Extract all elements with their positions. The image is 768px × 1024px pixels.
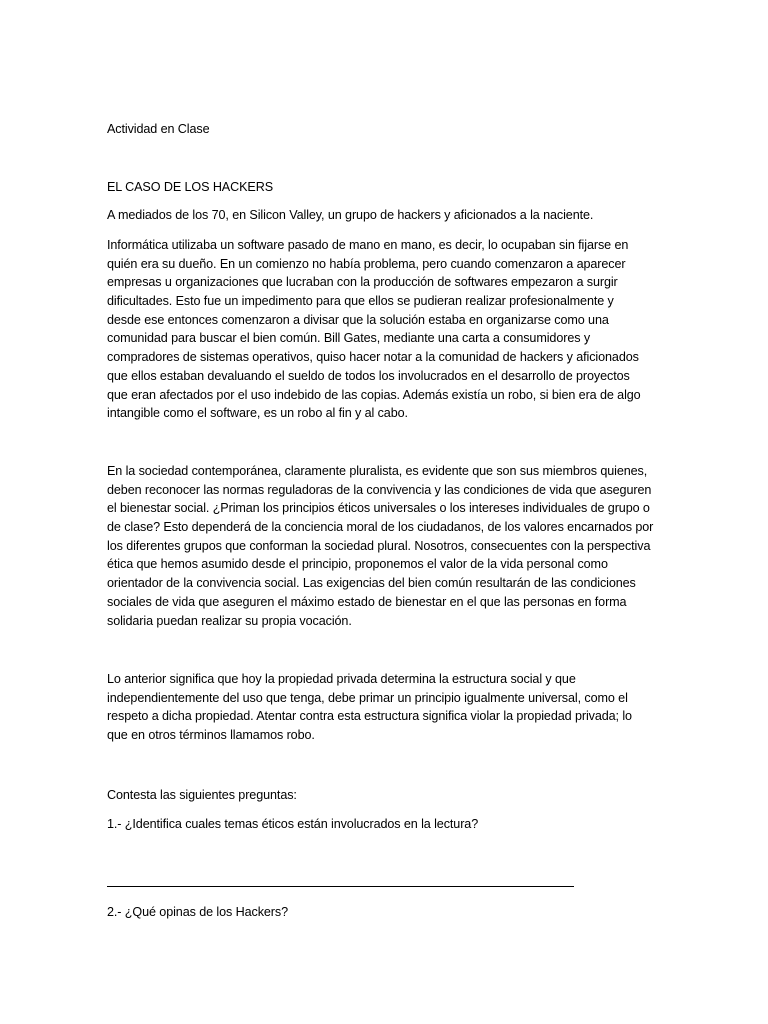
question-2: 2.- ¿Qué opinas de los Hackers? [107, 905, 288, 919]
paragraph-line: empresas u organizaciones que lucraban con la producción de softwares empezaron a surgir [107, 275, 618, 290]
paragraph-line: Lo anterior significa que hoy la propiedad privada determina la estructura social y que [107, 672, 576, 686]
document-title: EL CASO DE LOS HACKERS [107, 180, 274, 194]
paragraph-line: quién era su dueño. En un comienzo no había problema, pero cuando comenzaron a aparecer [107, 256, 626, 271]
question-1: 1.- ¿Identifica cuales temas éticos están involucrados en la lectura? [107, 817, 479, 831]
paragraph-line: respeto a dicha propiedad. Atentar contra esta estructura significa violar la propiedad privada; lo [107, 709, 632, 724]
answer-line [107, 886, 574, 887]
paragraph-line: que ellos estaban devaluando el sueldo de todos los involucrados en el desarrollo de proyectos [107, 368, 630, 383]
questions-intro: Contesta las siguientes preguntas: [107, 788, 297, 802]
paragraph-line: comunidad para buscar el bien común. Bill Gates, mediante una carta a consumidores y [107, 331, 591, 346]
paragraph-line: dificultades. Esto fue un impedimento para que ellos se pudieran realizar profesionalmente y [107, 294, 614, 309]
paragraph-line: Informática utilizaba un software pasado de mano en mano, es decir, lo ocupaban sin fijarse en [107, 238, 629, 252]
paragraph-line: independientemente del uso que tenga, debe primar un principio igualmente universal, como el [107, 690, 628, 705]
paragraph-line: de clase? Esto dependerá de la conciencia moral de los ciudadanos, de los valores encarnados por [107, 520, 654, 535]
paragraph-line: que en otros términos llamamos robo. [107, 728, 315, 743]
paragraph-line: desde ese entonces comenzaron a divisar que la solución estaba en organizarse como una [107, 312, 609, 327]
intro-line: A mediados de los 70, en Silicon Valley, un grupo de hackers y aficionados a la naciente. [107, 208, 594, 222]
paragraph-line: compradores de sistemas operativos, quiso hacer notar a la comunidad de hackers y aficionados [107, 350, 639, 365]
paragraph-1 [107, 236, 647, 423]
paragraph-line: deben reconocer las normas reguladoras de la convivencia y las condiciones de vida que aseguren [107, 482, 652, 497]
paragraph-line: el bienestar social. ¿Priman los principios éticos universales o los intereses individuales de grupo o [107, 501, 650, 516]
paragraph-2 [107, 462, 654, 630]
paragraph-3 [107, 670, 647, 745]
paragraph-line: que eran afectados por el uso indebido de las copias. Además existía un robo, si bien era de algo [107, 387, 641, 402]
paragraph-line: orientador de la convivencia social. Las exigencias del bien común resultarán de las condiciones [107, 576, 636, 591]
paragraph-line: solidaria puedan realizar su propia vocación. [107, 613, 352, 628]
page-heading: Actividad en Clase [107, 122, 210, 136]
paragraph-line: ética que hemos asumido desde el principio, proponemos el valor de la vida personal como [107, 557, 608, 572]
paragraph-line: intangible como el software, es un robo al fin y al cabo. [107, 406, 408, 421]
paragraph-line: los diferentes grupos que conforman la sociedad plural. Nosotros, consecuentes con la perspectiva [107, 538, 651, 553]
paragraph-line: En la sociedad contemporánea, claramente pluralista, es evidente que son sus miembros quienes, [107, 464, 648, 478]
paragraph-line: sociales de vida que aseguren el máximo estado de bienestar en el que las personas en forma [107, 594, 627, 609]
